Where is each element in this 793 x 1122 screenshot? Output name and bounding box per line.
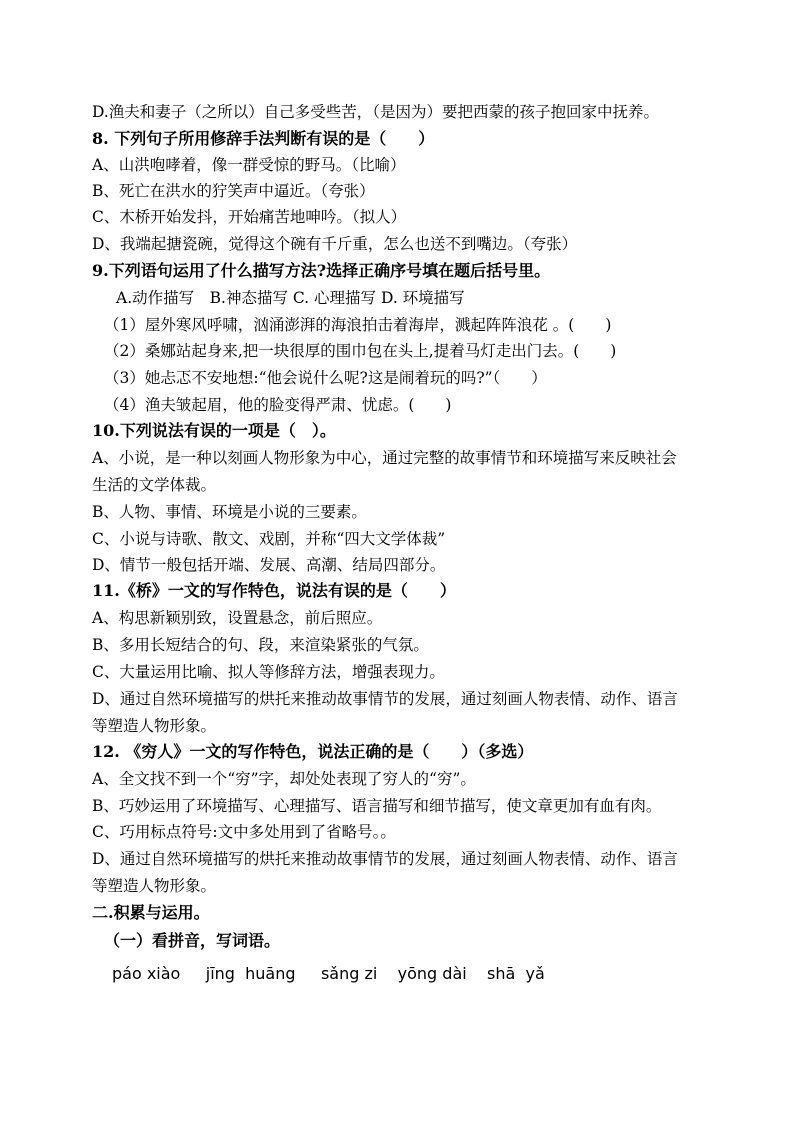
pinyin-row: páo xiào jīng huāng sǎng zi yōng dài shā yǎ — [112, 964, 545, 983]
section-2-title: 二.积累与运用。 — [92, 903, 210, 922]
q9-choices: A.动作描写 B.神态描写 C. 心理描写 D. 环境描写 — [116, 289, 465, 307]
q10-option-b: B、人物、事情、环境是小说的三要素。 — [92, 503, 367, 521]
q9-item-1: （1）屋外寒风呼啸，汹涌澎湃的海浪拍击着海岸，溅起阵阵浪花 。( ) — [104, 316, 612, 334]
question-11-title: 11.《桥》一文的写作特色，说法有误的是（ ） — [92, 581, 456, 600]
q11-option-c: C、大量运用比喻、拟人等修辞方法，增强表现力。 — [92, 663, 445, 681]
q12-option-b: B、巧妙运用了环境描写、心理描写、语言描写和细节描写，使文章更加有血有肉。 — [92, 797, 662, 815]
q12-option-d-cont: 等塑造人物形象。 — [92, 877, 217, 895]
q8-option-d: D、我端起搪瓷碗，觉得这个碗有千斤重，怎么也送不到嘴边。（夸张） — [92, 235, 578, 253]
q9-item-4: （4）渔夫皱起眉，他的脸变得严肃、忧虑。( ) — [104, 396, 452, 414]
q11-option-d: D、通过自然环境描写的烘托来推动故事情节的发展，通过刻画人物表情、动作、语言 — [92, 690, 678, 708]
q11-option-a: A、构思新颖别致，设置悬念，前后照应。 — [92, 609, 383, 627]
q10-option-c: C、小说与诗歌、散文、戏剧，并称“四大文学体裁” — [92, 530, 446, 548]
option-7d: D.渔夫和妻子（之所以）自己多受些苦，（是因为）要把西蒙的孩子抱回家中抚养。 — [92, 103, 660, 121]
q8-option-c: C、木桥开始发抖，开始痛苦地呻吟。（拟人） — [92, 208, 407, 226]
q11-option-d-cont: 等塑造人物形象。 — [92, 717, 217, 735]
q11-option-b: B、多用长短结合的句、段，来渲染紧张的气氛。 — [92, 636, 429, 654]
q8-option-a: A、山洪咆哮着，像一群受惊的野马。（比喻） — [92, 156, 406, 174]
q9-item-2: （2）桑娜站起身来,把一块很厚的围巾包在头上,提着马灯走出门去。( ) — [104, 342, 617, 360]
question-9-title: 9.下列语句运用了什么描写方法?选择正确序号填在题后括号里。 — [92, 261, 551, 280]
q10-option-d: D、情节一般包括开端、发展、高潮、结局四部分。 — [92, 556, 446, 574]
question-10-title: 10.下列说法有误的一项是（ ）。 — [92, 421, 336, 440]
q12-option-a: A、全文找不到一个“穷”字，却处处表现了穷人的“穷”。 — [92, 770, 476, 788]
q8-option-b: B、死亡在洪水的狞笑声中逼近。（夸张） — [92, 182, 375, 200]
q12-option-c: C、巧用标点符号:文中多处用到了省略号。。 — [92, 823, 396, 841]
question-12-title: 12. 《穷人》一文的写作特色，说法正确的是（ ）（多选） — [92, 742, 534, 761]
q10-option-a: A、小说，是一种以刻画人物形象为中心，通过完整的故事情节和环境描写来反映社会 — [92, 449, 677, 467]
q9-item-3: （3）她忐忑不安地想:“他会说什么呢?这是闹着玩的吗?”（ ） — [104, 369, 547, 387]
subsection-1-title: （一）看拼音，写词语。 — [104, 931, 281, 950]
question-8-title: 8. 下列句子所用修辞手法判断有误的是（ ） — [92, 129, 435, 148]
q12-option-d: D、通过自然环境描写的烘托来推动故事情节的发展，通过刻画人物表情、动作、语言 — [92, 850, 678, 868]
q10-option-a-cont: 生活的文学体裁。 — [92, 476, 217, 494]
